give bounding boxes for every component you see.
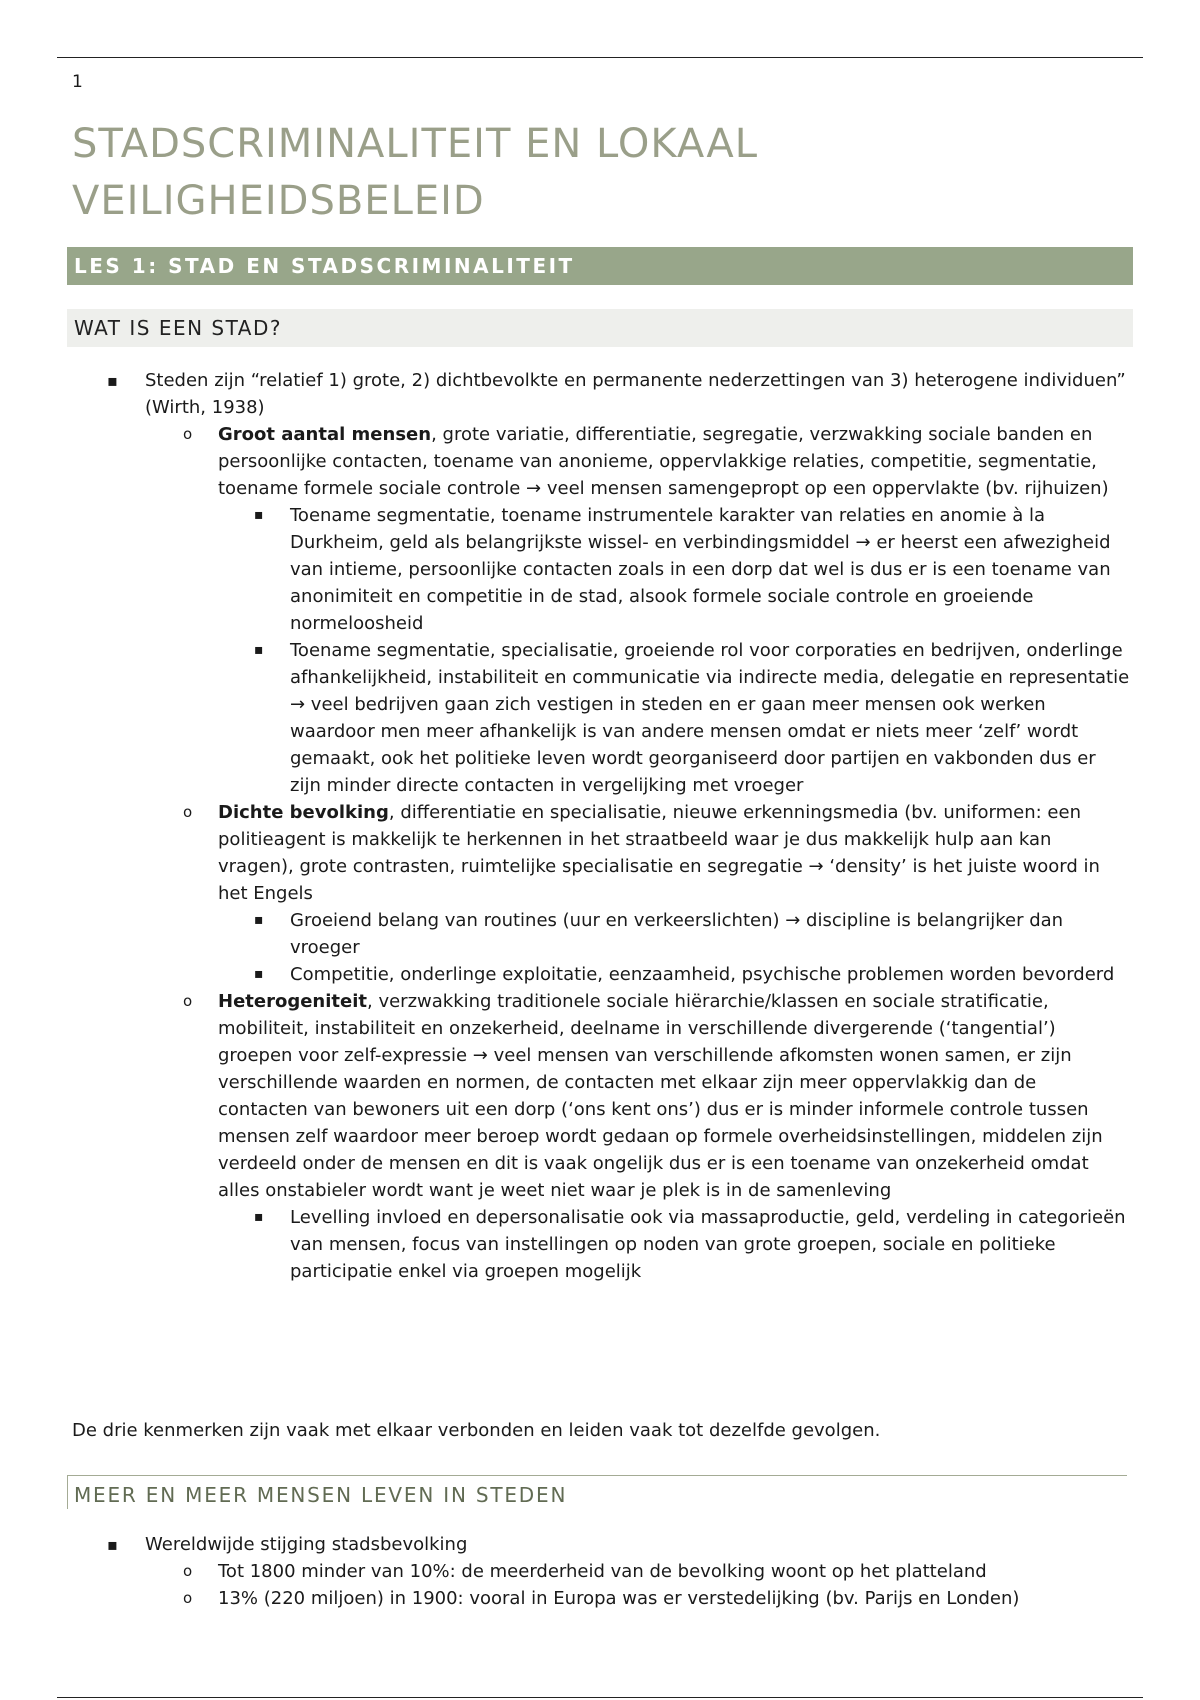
list-item bbox=[145, 1531, 1130, 1612]
sub-list bbox=[290, 907, 1130, 988]
sub-list bbox=[290, 502, 1130, 799]
wereldwijde-stijging: Wereldwijde stijging stadsbevolking bbox=[145, 1534, 468, 1555]
summary-paragraph: De drie kenmerken zijn vaak met elkaar verbonden en leiden vaak tot dezelfde gevolgen. bbox=[72, 1420, 881, 1441]
top-rule bbox=[57, 57, 1143, 58]
list-item-groot-aantal bbox=[218, 421, 1130, 799]
text-groot-aantal: , grote variatie, differentiatie, segregatie, verzwakking sociale banden en persoonlijke contacten, toename van anonieme, oppervlakkige relaties, competitie, segmentatie, toename formele sociale controle → veel mensen samengepropt op een oppervlakte (bv. rijhuizen) bbox=[218, 424, 1109, 499]
title-line-1: STADSCRIMINALITEIT EN LOKAAL bbox=[72, 121, 759, 167]
list-item: ▪ Groeiend belang van routines (uur en verkeerslichten) → discipline is belangrijker dan vroeger bbox=[290, 907, 1130, 961]
sub-list bbox=[290, 1204, 1130, 1285]
stadsbevolking-list bbox=[145, 1531, 1130, 1612]
list-item: o Tot 1800 minder van 10%: de meerderheid van de bevolking woont op het platteland bbox=[218, 1558, 1130, 1585]
kenmerken-list bbox=[218, 421, 1130, 1285]
heading-wat-is-een-stad: WAT IS EEN STAD? bbox=[67, 309, 1133, 347]
document-title bbox=[72, 116, 1132, 230]
wirth-definition: Steden zijn “relatief 1) grote, 2) dichtbevolkte en permanente nederzettingen van 3) heterogene individuen” (Wirth, 1938) bbox=[145, 370, 1126, 418]
list-item: ▪ Competitie, onderlinge exploitatie, eenzaamheid, psychische problemen worden bevorderd bbox=[290, 961, 1130, 988]
term-heterogeniteit: Heterogeniteit bbox=[218, 991, 367, 1012]
list-item-heterogeniteit bbox=[218, 988, 1130, 1285]
heading-meer-en-meer: MEER EN MEER MENSEN LEVEN IN STEDEN bbox=[67, 1475, 1127, 1509]
text-dichte-bevolking: , differentiatie en specialisatie, nieuwe erkenningsmedia (bv. uniformen: een politieagent is makkelijk te herkennen in het straatbeeld waar je dus makkelijk hulp aan kan vragen), grote contrasten, ruimtelijke specialisatie en segregatie → ‘density’ is het juiste woord in het Engels bbox=[218, 802, 1100, 904]
stad-definition-list bbox=[145, 367, 1130, 1285]
list-item-dichte-bevolking bbox=[218, 799, 1130, 988]
sub-list bbox=[218, 1558, 1130, 1612]
list-item: o 13% (220 miljoen) in 1900: vooral in Europa was er verstedelijking (bv. Parijs en Londen) bbox=[218, 1585, 1130, 1612]
list-item: ▪ Toename segmentatie, specialisatie, groeiende rol voor corporaties en bedrijven, onderlinge afhankelijkheid, instabiliteit en communicatie via indirecte media, delegatie en representatie → veel bedrijven gaan zich vestigen in steden en er gaan meer mensen ook werken waardoor men meer afhankelijk is van andere mensen omdat er niets meer ‘zelf’ wordt gemaakt, ook het politieke leven wordt georganiseerd door partijen en vakbonden dus er zijn minder directe contacten in vergelijking met vroeger bbox=[290, 637, 1130, 799]
list-item: ▪ Levelling invloed en depersonalisatie ook via massaproductie, geld, verdeling in categorieën van mensen, focus van instellingen op noden van grote groepen, sociale en politieke participatie enkel via groepen mogelijk bbox=[290, 1204, 1130, 1285]
list-item bbox=[145, 367, 1130, 1285]
term-groot-aantal: Groot aantal mensen bbox=[218, 424, 432, 445]
list-item: ▪ Toename segmentatie, toename instrumentele karakter van relaties en anomie à la Durkheim, geld als belangrijkste wissel- en verbindingsmiddel → er heerst een afwezigheid van intieme, persoonlijke contacten zoals in een dorp dat wel is dus er is een toename van anonimiteit en competitie in de stad, alsook formele sociale controle en groeiende normeloosheid bbox=[290, 502, 1130, 637]
page-number: 1 bbox=[72, 72, 83, 92]
heading-les-1: LES 1: STAD EN STADSCRIMINALITEIT bbox=[67, 247, 1133, 285]
bottom-rule bbox=[57, 1697, 1143, 1698]
text-heterogeniteit: , verzwakking traditionele sociale hiërarchie/klassen en sociale stratificatie, mobiliteit, instabiliteit en onzekerheid, deelname in verschillende divergerende (‘tangential’) groepen voor zelf-expressie → veel mensen van verschillende afkomsten wonen samen, er zijn verschillende waarden en normen, de contacten met elkaar zijn meer oppervlakkig dan de contacten van bewoners uit een dorp (‘ons kent ons’) dus er is minder informele controle tussen mensen zelf waardoor meer beroep wordt gedaan op formele overheidsinstellingen, middelen zijn verdeeld onder de mensen en dit is vaak ongelijk dus er is een toename van onzekerheid omdat alles onstabieler wordt want je weet niet waar je plek is in de samenleving bbox=[218, 991, 1103, 1201]
title-line-2: VEILIGHEIDSBELEID bbox=[72, 178, 485, 224]
term-dichte-bevolking: Dichte bevolking bbox=[218, 802, 389, 823]
